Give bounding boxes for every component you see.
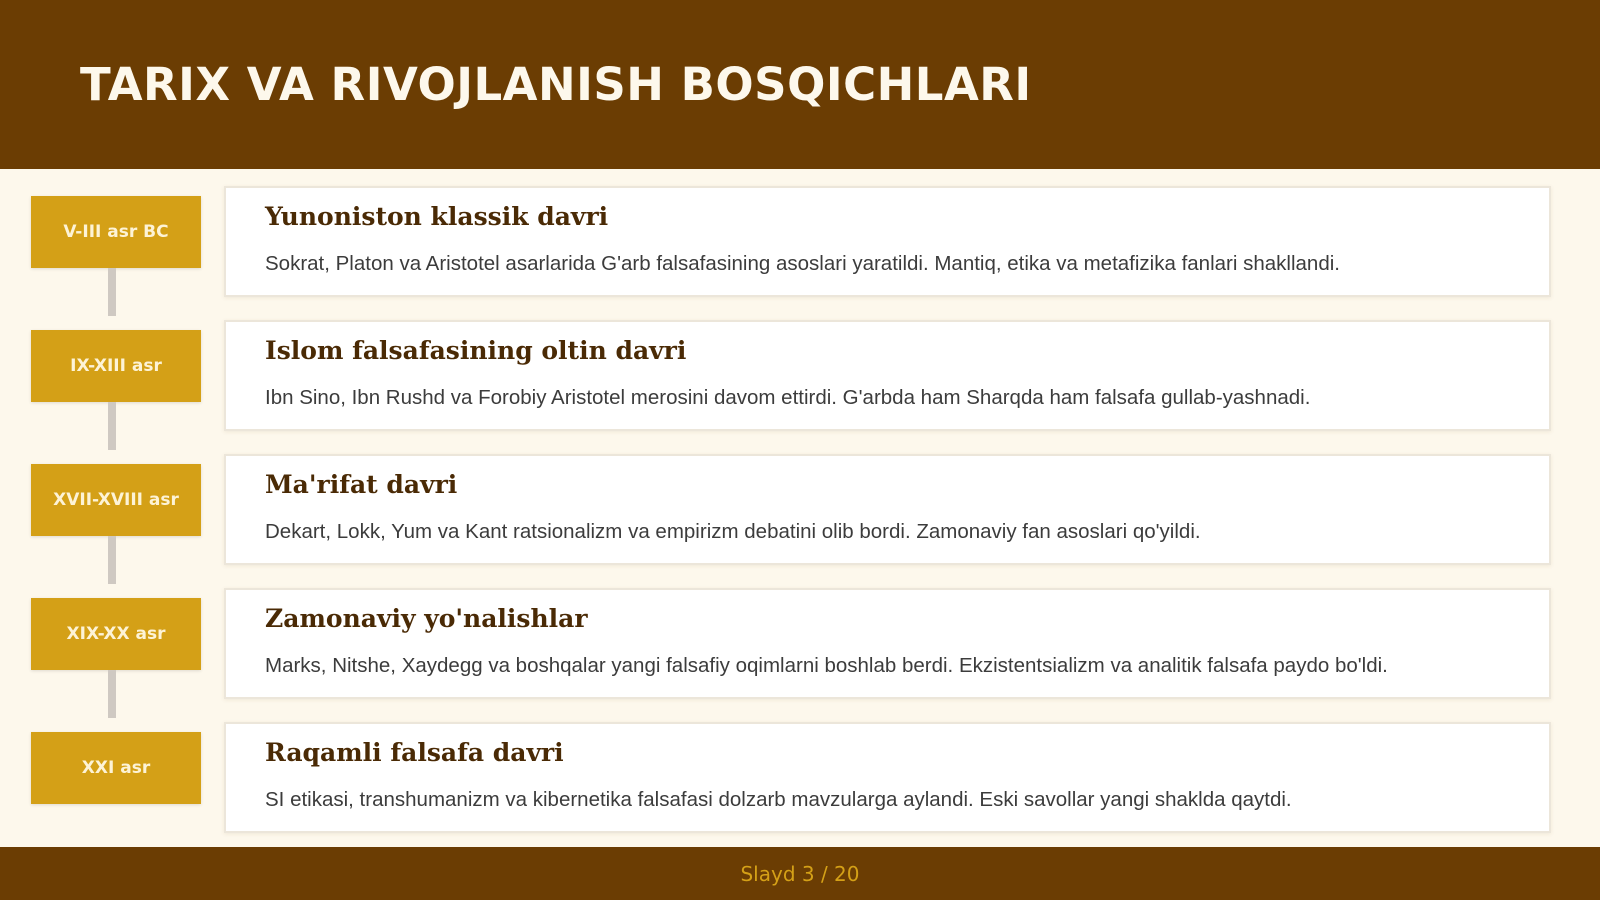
- card-title: Islom falsafasining oltin davri: [265, 336, 687, 365]
- slide-title: TARIX VA RIVOJLANISH BOSQICHLARI: [80, 58, 1032, 111]
- timeline-card: [224, 588, 1551, 699]
- timeline-connector: [108, 536, 116, 584]
- card-description: Marks, Nitshe, Xaydegg va boshqalar yangi falsafiy oqimlarni boshlab berdi. Ekzistentsializm va analitik falsafa paydo bo'ldi.: [265, 654, 1388, 677]
- card-title: Yunoniston klassik davri: [265, 202, 609, 231]
- card-title: Zamonaviy yo'nalishlar: [265, 604, 588, 633]
- period-badge: IX-XIII asr: [31, 330, 201, 402]
- slide-counter: Slayd 3 / 20: [740, 862, 860, 886]
- timeline-card: [224, 320, 1551, 431]
- timeline-connector: [108, 402, 116, 450]
- card-description: SI etikasi, transhumanizm va kibernetika falsafasi dolzarb mavzularga aylandi. Eski savollar yangi shaklda qaytdi.: [265, 788, 1292, 811]
- timeline: [0, 169, 1600, 847]
- period-badge: XVII-XVIII asr: [31, 464, 201, 536]
- period-badge: V-III asr BC: [31, 196, 201, 268]
- period-badge: XXI asr: [31, 732, 201, 804]
- card-description: Ibn Sino, Ibn Rushd va Forobiy Aristotel merosini davom ettirdi. G'arbda ham Sharqda ham falsafa gullab-yashnadi.: [265, 386, 1311, 409]
- timeline-card: [224, 722, 1551, 833]
- timeline-card: [224, 454, 1551, 565]
- card-description: Sokrat, Platon va Aristotel asarlarida G'arb falsafasining asoslari yaratildi. Mantiq, etika va metafizika fanlari shakllandi.: [265, 252, 1340, 275]
- card-description: Dekart, Lokk, Yum va Kant ratsionalizm va empirizm debatini olib bordi. Zamonaviy fan asoslari qo'yildi.: [265, 520, 1201, 543]
- card-title: Ma'rifat davri: [265, 470, 458, 499]
- slide-header: [0, 0, 1600, 169]
- card-title: Raqamli falsafa davri: [265, 738, 564, 767]
- timeline-card: [224, 186, 1551, 297]
- timeline-connector: [108, 670, 116, 718]
- slide-footer: [0, 847, 1600, 900]
- timeline-connector: [108, 268, 116, 316]
- period-badge: XIX-XX asr: [31, 598, 201, 670]
